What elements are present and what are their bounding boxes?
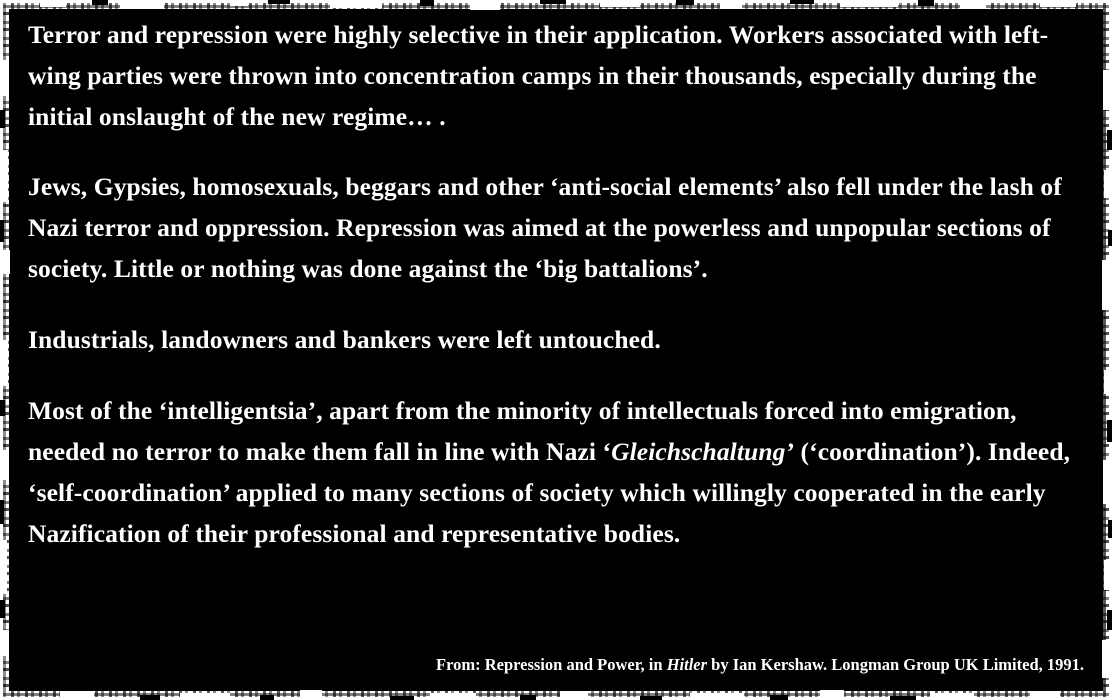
paragraph-4-text-part-2: (‘coordination’). Indeed, ‘self-coordination’ applied to many sections of society which willingly cooperated in the early Nazification of their professional and representative bodies. [28,437,1071,548]
source-citation [28,654,1084,676]
paragraph-2 [28,166,1084,289]
paragraph-4-text-part-1: Most of the ‘intelligentsia’, apart from the minority of intellectuals forced into emigration, needed no terror to make them fall in line with Nazi ‘ [28,396,1017,466]
source-suffix: by Ian Kershaw. Longman Group UK Limited, 1991. [707,655,1084,674]
paragraph-4 [28,390,1084,554]
paragraph-2-text: Jews, Gypsies, homosexuals, beggars and other ‘anti-social elements’ also fell under the lash of Nazi terror and oppression. Repression was aimed at the powerless and unpopular sections of society. Little or nothing was done against the ‘big battalions’. [28,172,1062,283]
source-prefix: From: Repression and Power, in [435,655,667,674]
paragraph-3 [28,319,1084,360]
paragraph-4-emphasis-gleichschaltung: Gleichschaltung’ [611,437,795,466]
paragraph-3-text: Industrials, landowners and bankers were left untouched. [28,325,661,354]
paragraph-1 [28,14,1084,137]
paragraph-1-text: Terror and repression were highly selective in their application. Workers associated with left-wing parties were thrown into concentration camps in their thousands, especially during the initial onslaught of the new regime… . [28,20,1049,131]
source-work-title: Hitler [666,655,708,674]
